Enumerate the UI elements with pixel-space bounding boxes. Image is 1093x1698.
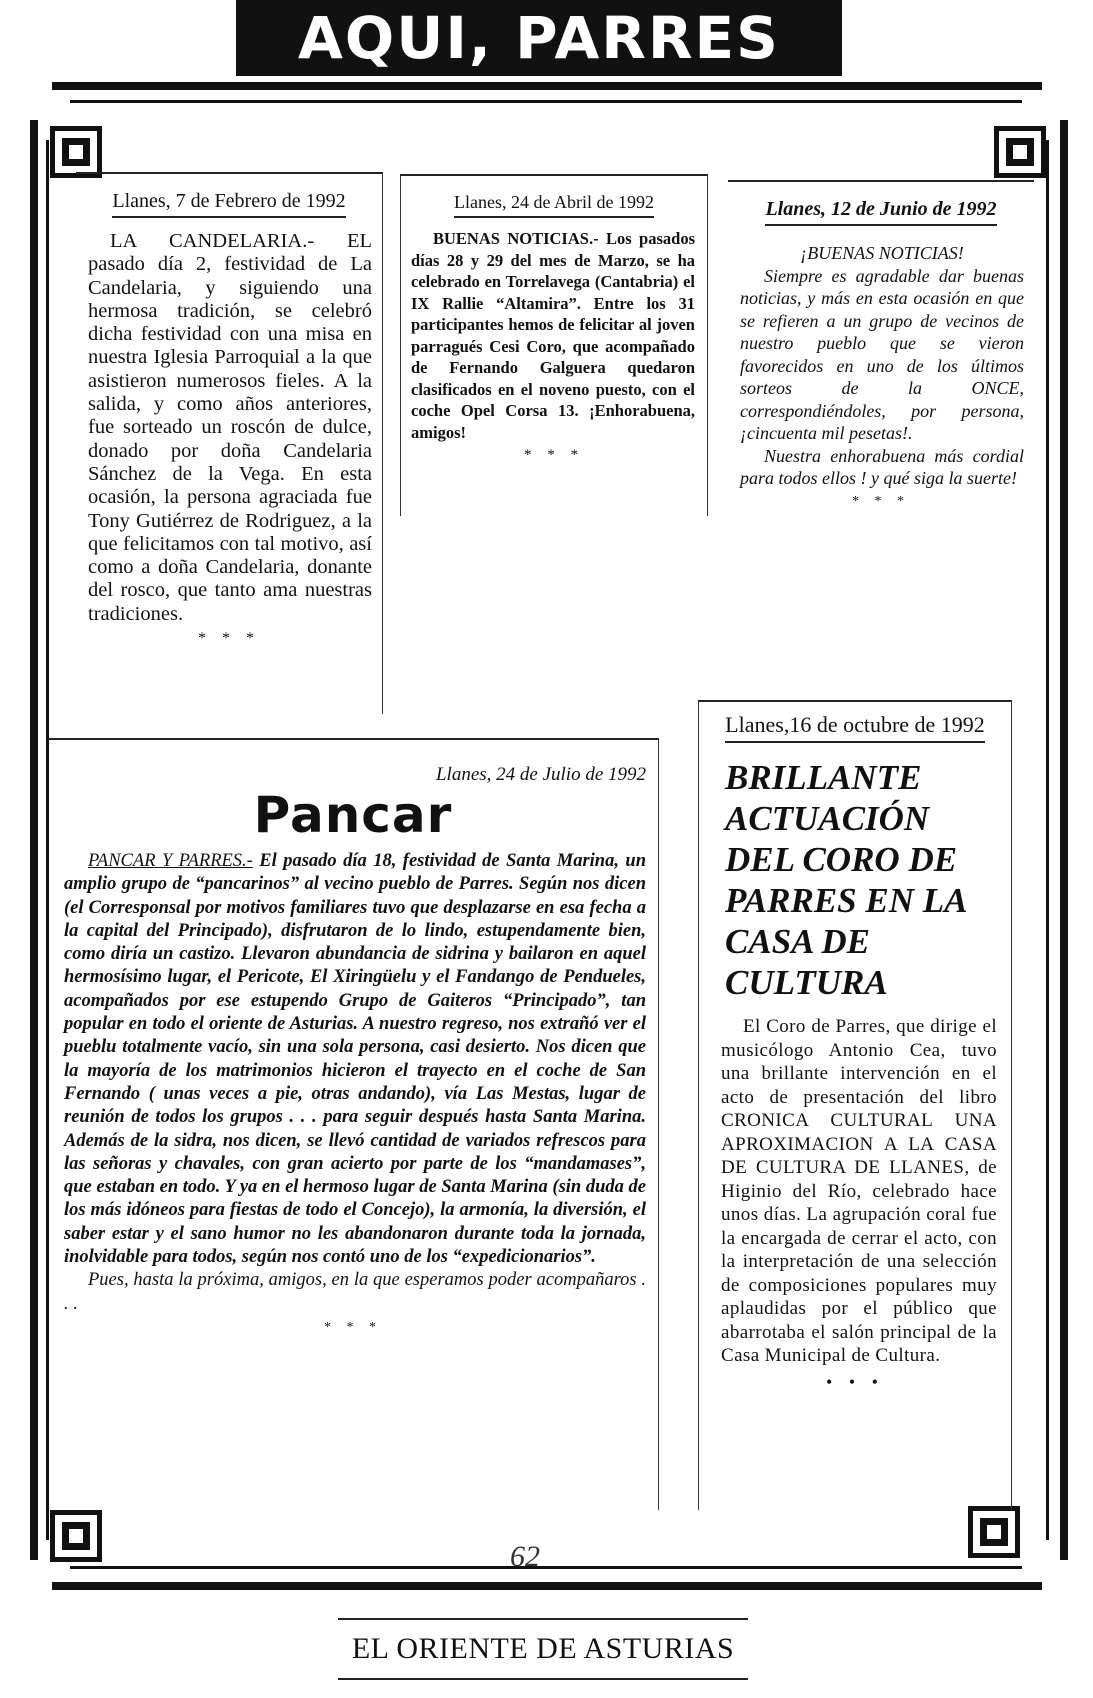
publication-footer [338,1618,748,1680]
frame-corner-ornament [50,126,102,178]
masthead [236,0,842,76]
frame-corner-ornament [50,1510,102,1562]
article-body: LA CANDELARIA.- EL pasado día 2, festividad de La Candelaria, y siguiendo una hermosa tradición, se celebró dicha festividad con una misa en nuestra Iglesia Parroquial a la que asistieron numerosos fieles. A la salida, y como años anteriores, fue sorteado un roscón de dulce, donado por doña Candelaria Sánchez de la Vega. En esta ocasión, la persona agraciada fue Tony Gutiérrez de Rodriguez, a la que felicitamos con tal motivo, así como a doña Candelaria, donante del rosco, que tanto ama nuestras tradiciones. [88,230,372,625]
article-title: Pancar [253,786,453,844]
dateline: Llanes, 12 de Junio de 1992 [765,198,996,226]
article-coro [698,700,1012,1510]
separator-stars: * * * [524,447,584,463]
article-candelaria [76,172,383,714]
article-body: Nuestra enhorabuena más cordial para todos ellos ! y qué siga la suerte! [740,445,1024,488]
frame-top-bar [52,82,1042,90]
frame-bottom-bar [52,1582,1042,1590]
dateline: Llanes, 24 de Julio de 1992 [435,764,646,785]
frame-inner-bottom [70,1566,1022,1569]
separator-stars: * * * [324,1319,382,1335]
article-body: El pasado día 18, festividad de Santa Marina, un amplio grupo de “pancarinos” al vecino pueblo de Parres. Según nos dicen (el Corresponsal por motivos familiares tuvo que desplazarse en esa fecha a la capital del Principado), disfrutaron de lo lindo, estupendamente bien, como diría un castizo. Llevaron abundancia de sidrina y bailaron en aquel hermosísimo lugar, el Pericote, El Xiringüelu y el Fandango de Pendueles, acompañados por ese estupendo Grupo de Gaiteros “Principado”, tan popular en todo el oriente de Asturias. A nuestro regreso, nos extrañó ver el pueblu totalmente vacío, sin una sola persona, casi desierto. Nos dicen que la mayoría de los matrimonios hicieron el trayecto en el coche de San Fernando ( unas veces a pie, otras andando), vía Las Mestas, lugar de reunión de todos los grupos . . . para seguir después hasta Santa Marina. Además de la sidra, nos dicen, se llevó cantidad de variados refrescos para las señoras y chavales, con gran acierto por parte de los “mandamases”, que estaban en todo. Y ya en el hermoso lugar de Santa Marina (sin duda de los más idóneos para fiestas de todo el Concejo), la armonía, la diversión, el saber estar y el sano humor no les abandonaron durante toda la jornada, inolvidable para todos, según nos contó uno de los “expedicionarios”. [64,851,646,1268]
article-headline: BRILLANTE ACTUACIÓN DEL CORO DE PARRES EN LA CASA DE CULTURA [725,758,966,1002]
article-body: El Coro de Parres, que dirige el musicólogo Antonio Cea, tuvo una brillante intervención en el acto de presentación del libro CRONICA CULTURAL UNA APROXIMACION A LA CASA DE CULTURA DE LLANES, de Higinio del Río, celebrado hace unos días. La agrupación coral fue la encargada de cerrar el acto, con la interpretación de una selección de composiciones populares muy aplaudidas por el público que abarrotaba el salón principal de la Casa Municipal de Cultura. [721,1016,997,1366]
dateline: Llanes,16 de octubre de 1992 [725,712,985,743]
frame-left-bar [30,120,38,1560]
masthead-title: AQUI, PARRES [298,4,780,72]
article-lead: PANCAR Y PARRES.- [88,851,253,871]
separator-stars: * * * [852,493,910,509]
article-closing: Pues, hasta la próxima, amigos, en la que esperamos poder acompañaros . . . [64,1270,646,1314]
article-rallie [400,174,708,516]
frame-corner-ornament [968,1506,1020,1558]
dateline: Llanes, 7 de Febrero de 1992 [112,190,345,218]
frame-right-bar [1060,120,1068,1560]
article-pancar [48,738,659,1510]
frame-corner-ornament [994,126,1046,178]
separator-dots: • • • [826,1371,884,1392]
publication-name: EL ORIENTE DE ASTURIAS [351,1632,735,1665]
frame-inner-top [70,100,1022,103]
article-subtitle: ¡BUENAS NOTICIAS! [800,243,964,263]
page-number: 62 [510,1540,540,1573]
article-body: Siempre es agradable dar buenas noticias, y más en esta ocasión en que se refieren a un grupo de vecinos de nuestro pueblo que se vieron favorecidos en uno de los últimos sorteos de la ONCE, correspondiéndoles, por persona, ¡cincuenta mil pesetas!. [740,265,1024,443]
article-once [728,180,1034,592]
frame-inner-right [1046,140,1049,1540]
separator-stars: * * * [198,630,260,648]
dateline: Llanes, 24 de Abril de 1992 [454,192,654,218]
article-body: BUENAS NOTICIAS.- Los pasados días 28 y 29 del mes de Marzo, se ha celebrado en Torrelavega (Cantabria) el IX Rallie “Altamira”. Entre los 31 participantes hemos de felicitar al joven parragués Cesi Coro, que acompañado de Fernando Galguera quedaron clasificados en el noveno puesto, con el coche Opel Corsa 13. ¡Enhorabuena, amigos! [411,229,695,442]
